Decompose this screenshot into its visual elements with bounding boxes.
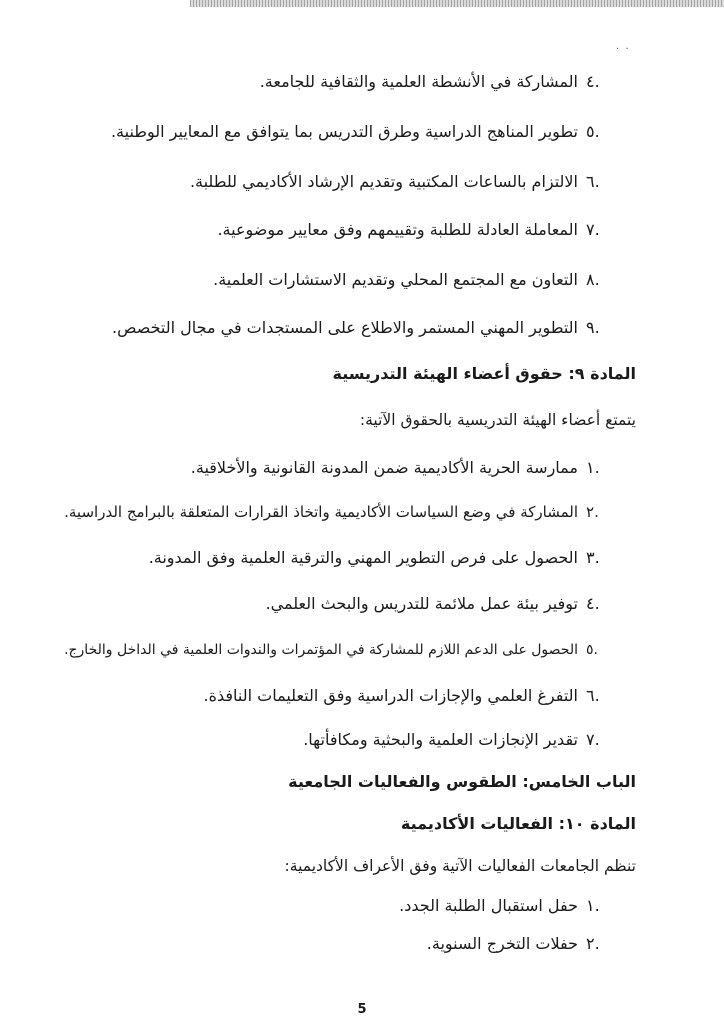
item-text: ممارسة الحرية الأكاديمية ضمن المدونة القانونية والأخلاقية.	[190, 458, 578, 477]
item-number: .٧	[586, 730, 600, 749]
article9-item-3	[149, 542, 616, 574]
article9-item-6	[204, 680, 617, 712]
item-text: توفير بيئة عمل ملائمة للتدريس والبحث العلمي.	[265, 594, 578, 613]
item-number: .٣	[586, 548, 600, 567]
page-number: 5	[357, 1002, 367, 1017]
item-text: المشاركة في وضع السياسات الأكاديمية واتخاذ القرارات المتعلقة بالبرامج الدراسية.	[64, 503, 578, 521]
article8-item-6	[190, 166, 616, 198]
item-text: تطوير المناهج الدراسية وطرق التدريس بما يتوافق مع المعايير الوطنية.	[110, 122, 578, 141]
article10-intro: تنظم الجامعات الفعاليات الآتية وفق الأعراف الأكاديمية:	[284, 857, 636, 875]
article10-item-1	[399, 890, 616, 922]
item-number: .٥	[586, 122, 600, 141]
item-number: .٦	[586, 172, 600, 191]
article9-item-2	[64, 496, 616, 528]
article9-intro: يتمتع أعضاء الهيئة التدريسية بالحقوق الآتية:	[359, 411, 636, 429]
item-text: الحصول على فرص التطوير المهني والترقية العلمية وفق المدونة.	[148, 548, 578, 567]
item-number: .١	[586, 896, 600, 915]
item-text: التفرغ العلمي والإجازات الدراسية وفق التعليمات النافذة.	[203, 686, 578, 705]
item-text: التطوير المهني المستمر والاطلاع على المستجدات في مجال التخصص.	[112, 318, 578, 337]
item-number: .٩	[586, 318, 600, 337]
item-number: .٤	[586, 72, 600, 91]
item-number: .٥	[586, 642, 598, 658]
item-number: .٢	[586, 503, 599, 521]
item-text: تقدير الإنجازات العلمية والبحثية ومكافأتها.	[303, 730, 578, 749]
scan-speck: · ·	[616, 44, 629, 55]
article9-item-7	[303, 724, 616, 756]
article8-item-4	[260, 66, 616, 98]
item-text: التعاون مع المجتمع المحلي وتقديم الاستشارات العلمية.	[213, 270, 578, 289]
article9-item-4	[266, 588, 616, 620]
item-text: المشاركة في الأنشطة العلمية والثقافية للجامعة.	[259, 72, 578, 91]
item-text: الحصول على الدعم اللازم للمشاركة في المؤتمرات والندوات العلمية في الداخل والخارج.	[64, 642, 578, 658]
item-text: حفل استقبال الطلبة الجدد.	[399, 896, 578, 915]
item-number: .١	[586, 458, 600, 477]
item-text: الالتزام بالساعات المكتبية وتقديم الإرشاد الأكاديمي للطلبة.	[189, 172, 578, 191]
article10-item-2	[427, 928, 616, 960]
article9-item-1	[191, 452, 616, 484]
item-number: .٨	[586, 270, 600, 289]
article8-item-9	[112, 312, 616, 344]
article8-item-8	[213, 264, 616, 296]
item-number: .٦	[586, 686, 600, 705]
chapter5-heading: الباب الخامس: الطقوس والفعاليات الجامعية	[288, 772, 636, 791]
item-text: حفلات التخرج السنوية.	[426, 934, 578, 953]
article8-item-7	[217, 214, 616, 246]
item-number: .٢	[586, 934, 600, 953]
article9-heading: المادة ٩: حقوق أعضاء الهيئة التدريسية	[332, 364, 636, 383]
item-number: .٤	[586, 594, 600, 613]
article8-item-5	[111, 116, 616, 148]
article10-heading: المادة ١٠: الفعاليات الأكاديمية	[400, 814, 636, 833]
article9-item-5	[64, 634, 616, 666]
item-text: المعاملة العادلة للطلبة وتقييمهم وفق معايير موضوعية.	[217, 220, 578, 239]
item-number: .٧	[586, 220, 600, 239]
